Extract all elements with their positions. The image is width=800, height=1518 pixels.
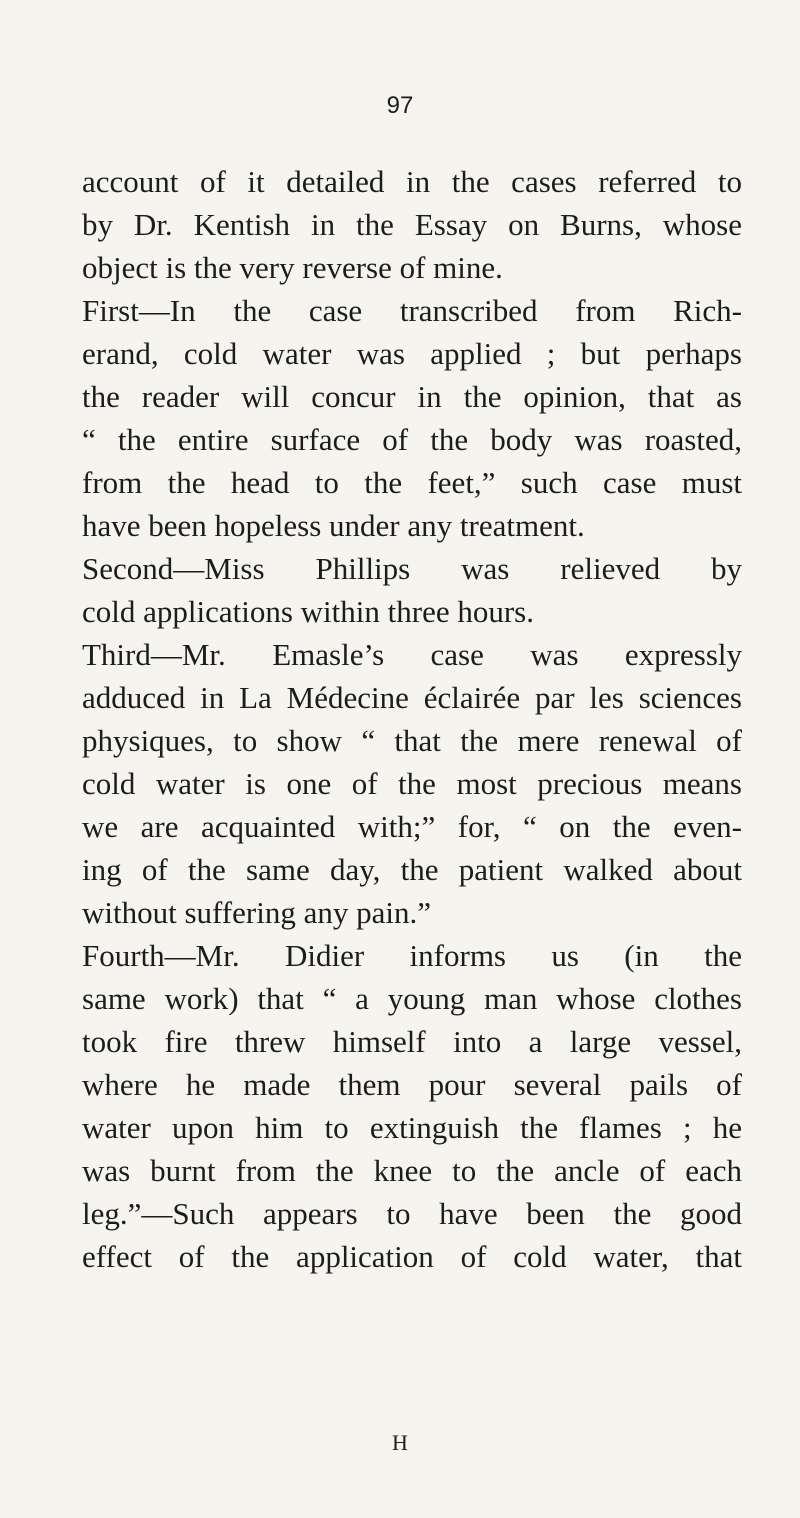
text-line: cold applications within three hours.: [82, 594, 534, 629]
text-line: cold water is one of the most precious means: [82, 766, 742, 801]
signature-mark: H: [392, 1430, 408, 1455]
text-line: ing of the same day, the patient walked about: [82, 852, 742, 887]
text-line: adduced in La Médecine éclairée par les sciences: [82, 680, 742, 715]
text-line: account of it detailed in the cases referred to: [82, 164, 742, 199]
body-text: [82, 160, 742, 1278]
text-line: have been hopeless under any treatment.: [82, 508, 585, 543]
text-line: Second—Miss Phillips was relieved by: [82, 551, 742, 586]
text-line: First—In the case transcribed from Rich-: [82, 293, 742, 328]
text-line: the reader will concur in the opinion, that as: [82, 379, 742, 414]
text-line: we are acquainted with;” for, “ on the even-: [82, 809, 742, 844]
text-line: where he made them pour several pails of: [82, 1067, 742, 1102]
text-line: by Dr. Kentish in the Essay on Burns, whose: [82, 207, 742, 242]
text-line: was burnt from the knee to the ancle of each: [82, 1153, 742, 1188]
text-line: “ the entire surface of the body was roasted,: [82, 422, 742, 457]
text-line: leg.”—Such appears to have been the good: [82, 1196, 742, 1231]
text-line: Third—Mr. Emasle’s case was expressly: [82, 637, 742, 672]
text-line: effect of the application of cold water, that: [82, 1239, 742, 1274]
page-number: 97: [386, 92, 414, 119]
text-line: water upon him to extinguish the flames ; he: [82, 1110, 742, 1145]
text-line: erand, cold water was applied ; but perhaps: [82, 336, 742, 371]
text-line: without suffering any pain.”: [82, 895, 431, 930]
text-line: Fourth—Mr. Didier informs us (in the: [82, 938, 742, 973]
text-line: from the head to the feet,” such case must: [82, 465, 742, 500]
text-line: object is the very reverse of mine.: [82, 250, 503, 285]
text-line: same work) that “ a young man whose clothes: [82, 981, 742, 1016]
text-line: physiques, to show “ that the mere renewal of: [82, 723, 742, 758]
text-line: took fire threw himself into a large vessel,: [82, 1024, 742, 1059]
